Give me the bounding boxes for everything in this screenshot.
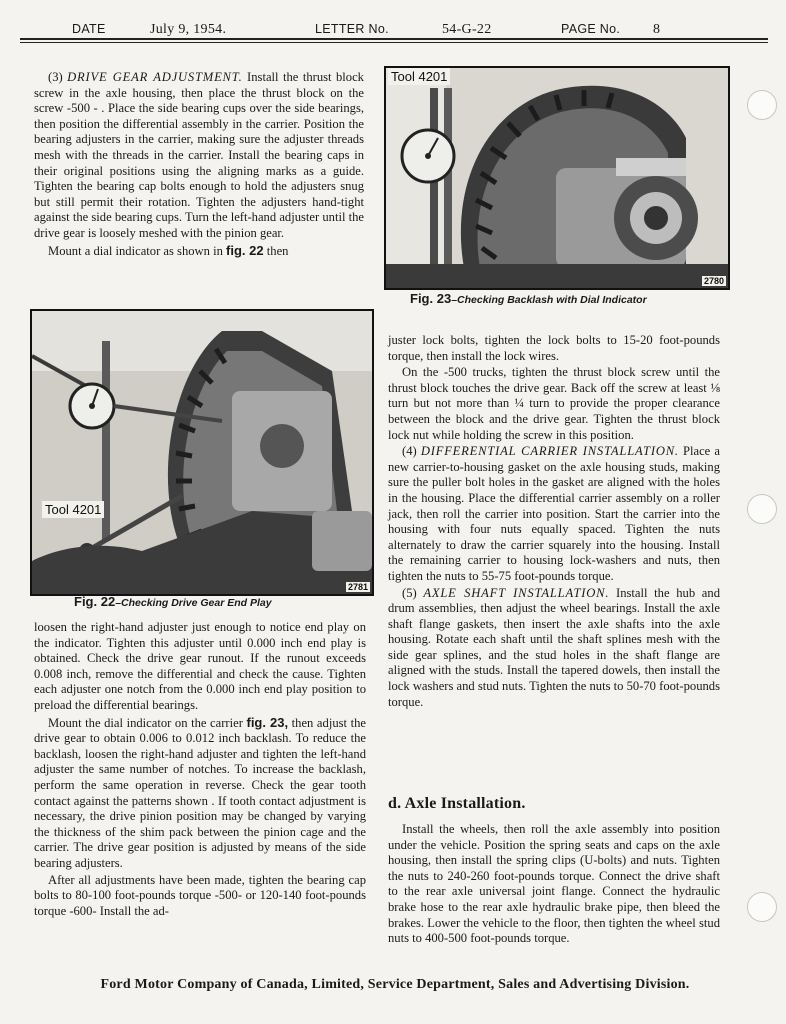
paragraph-bearing-cap-torque: After all adjustments have been made, tighten the bearing cap bolts to 80-100 foot-pounds torque -500- or 120-140 foot-pounds torque -600- Install the ad-	[34, 872, 366, 918]
tool-label: Tool 4201	[42, 501, 104, 518]
letter-label: LETTER No.	[315, 22, 389, 36]
figure-22-caption: Fig. 22–Checking Drive Gear End Play	[74, 594, 272, 609]
subheading-drive-gear-adjustment: DRIVE GEAR ADJUSTMENT.	[67, 70, 243, 84]
binder-hole	[747, 892, 777, 922]
header-rule	[20, 38, 768, 40]
binder-hole	[747, 90, 777, 120]
figure-reference-23: fig. 23,	[246, 714, 289, 730]
column-right-middle	[388, 333, 720, 710]
paragraph-axle-installation: Install the wheels, then roll the axle assembly into position under the vehicle. Position the spring seats and caps on the axle housing, then install the spring clips (U-bolts) and nuts. Tighten the nuts to 240-260 foot-pounds torque. Connect the drive shaft to the rear axle universal joint flange. Connect the hydraulic brake hose to the rear axle hydraulic brake pipe, then bleed the brakes. Lower the vehicle to the floor, then tighten the wheel stud nuts to 400-500 foot-pounds torque.	[388, 822, 720, 946]
figure-23-caption: Fig. 23–Checking Backlash with Dial Indicator	[410, 291, 647, 306]
letter-value: 54-G-22	[442, 22, 492, 37]
binder-hole	[747, 494, 777, 524]
image-number: 2781	[347, 582, 368, 592]
paragraph-drive-gear-adjustment: (3) DRIVE GEAR ADJUSTMENT. Install the thrust block screw in the axle housing, then place the thrust block on the screw -500 - . Place the side bearing cups over the side bearings, then position the differential assembly in the carrier. Position the bearing adjusters in the carrier, making sure the adjuster threads mesh with the threads in the carrier. Install the bearing caps in their original positions using the aligning marks as a guide. Tighten the bearing cap bolts enough to hold the adjusters snug but still permit their rotation. Tighten the adjusters hand-tight against the side bearing cups. Turn the left-hand adjuster until the drive gear is loosely meshed with the pinion gear.	[34, 70, 364, 240]
page-label: PAGE No.	[561, 22, 621, 36]
subheading-differential-carrier-installation: DIFFERENTIAL CARRIER INSTALLATION.	[420, 444, 679, 459]
gear-photo-illustration	[32, 311, 372, 594]
paragraph-axle-shaft-installation: (5) AXLE SHAFT INSTALLATION. Install the hub and drum assemblies, then adjust the wheel bearings. Install the axle shaft flange gaskets, then insert the axle shafts into the axle housing. Rotate each shaft until the shaft splines mesh with the side gear splines, and the stud holes in the shaft flange are aligned with the studs. Install the tapered dowels, then install the lock washers and stud nuts. Tighten the nuts to 50-70 foot-pounds torque.	[388, 585, 720, 709]
gear-photo-illustration	[386, 68, 728, 288]
figure-22-photo	[30, 309, 374, 596]
column-left-top	[34, 70, 364, 259]
figure-reference-22: fig. 22	[226, 242, 264, 258]
page-number: 8	[653, 22, 661, 37]
column-left-bottom	[34, 620, 366, 919]
paragraph-end-play: loosen the right-hand adjuster just enough to notice end play on the indicator. Tighten this adjuster until 0.000 inch end play is obtained. Check the drive gear runout. If the runout exceeds 0.008 inch, remove the differential and check the cause. Tighten each adjuster one notch from the 0.000 inch end play position to preload the differential bearings.	[34, 620, 366, 712]
page-footer: Ford Motor Company of Canada, Limited, Service Department, Sales and Advertising Division.	[100, 977, 690, 992]
figure-23-photo	[384, 66, 730, 290]
section-heading-axle-installation: d. Axle Installation.	[388, 795, 526, 812]
paragraph-thrust-block: On the -500 trucks, tighten the thrust block screw until the thrust block touches the drive gear. Back off the screw at least ⅛ turn but not more than ¼ turn to provide the proper clearance between the block and the drive gear. Tighten the thrust block lock nut while holding the screw in this position.	[388, 365, 720, 442]
tool-label: Tool 4201	[388, 68, 450, 85]
image-number: 2780	[703, 276, 724, 286]
paragraph-mount-dial-indicator: Mount a dial indicator as shown in fig. 22 then	[48, 242, 289, 258]
paragraph-lock-bolts: juster lock bolts, tighten the lock bolts to 15-20 foot-pounds torque, then install the lock wires.	[388, 333, 720, 363]
date-label: DATE	[72, 22, 106, 36]
header-rule-thin	[20, 42, 768, 43]
paragraph-backlash: Mount the dial indicator on the carrier fig. 23, then adjust the drive gear to obtain 0.006 to 0.012 inch backlash. To reduce the backlash, loosen the right-hand adjuster and tighten the left-hand adjuster the same number of notches. To increase the backlash, perform the same operation in reverse. Check the gear tooth contact against the patterns shown . If tooth contact adjustment is necessary, the drive pinion position may be changed by varying the thickness of the shim pack between the pinion cage and the carrier. The drive gear position is adjusted by means of the side bearing adjusters.	[34, 714, 366, 870]
column-right-bottom	[388, 822, 720, 947]
paragraph-carrier-installation: (4) DIFFERENTIAL CARRIER INSTALLATION. Place a new carrier-to-housing gasket on the axle housing studs, making sure the puller bolt holes in the gasket are aligned with the holes in the housing. Place the differential carrier assembly on a roller jack, then roll the carrier into position. Start the carrier into the housing with four nuts equally spaced. Tighten the nuts alternately to draw the carrier squarely into the housing. Install the remaining carrier to housing lock-washers and nuts, then tighten the nuts to 55-75 foot-pounds torque.	[388, 444, 720, 583]
subheading-axle-shaft-installation: AXLE SHAFT INSTALLATION.	[423, 585, 610, 600]
date-value: July 9, 1954.	[150, 22, 227, 37]
page-header	[20, 18, 768, 40]
